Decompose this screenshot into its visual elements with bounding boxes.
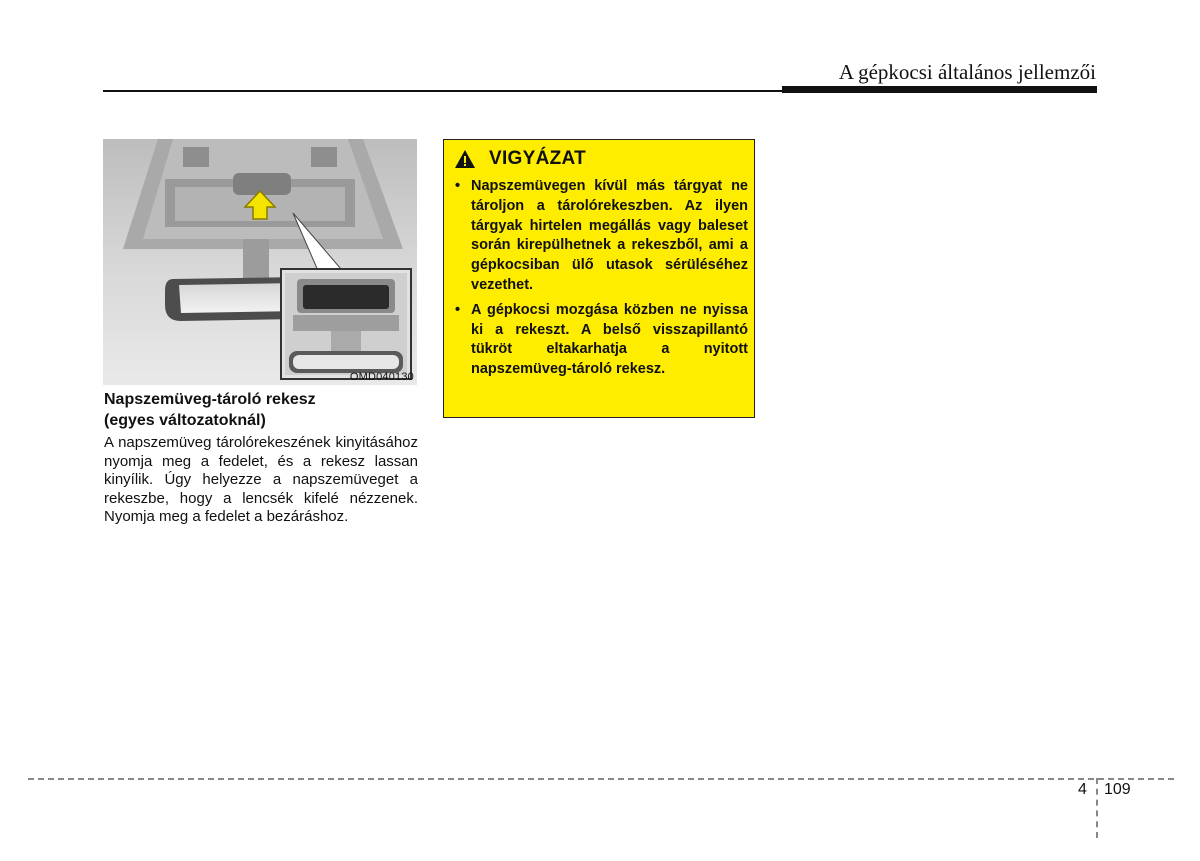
warning-triangle-icon xyxy=(454,149,476,169)
sunglass-holder-figure xyxy=(103,139,417,385)
bullet: • xyxy=(455,178,461,194)
warning-item-text: Napszemüvegen kívül más tárgyat ne tároljon a tárolórekeszben. Az ilyen tárgyak hirtelen megállás vagy baleset során kirepülhetnek a rekeszből, ami a gépkocsiban ülő utasok sérüléséhez vezethet. xyxy=(471,178,748,293)
footer-divider xyxy=(28,778,1174,780)
header-rule-accent xyxy=(782,86,1097,93)
section-body-text: A napszemüveg tárolórekeszének kinyitásához nyomja meg a fedelet, és a rekesz lassan kinyílik. Úgy helyezze a napszemüveget a rekeszbe, hogy a lencsék kifelé nézzenek. Nyomja meg a fedelet a bezáráshoz. xyxy=(104,434,418,526)
section-heading xyxy=(104,389,418,431)
warning-title-label: VIGYÁZAT xyxy=(489,148,587,169)
warning-item xyxy=(454,301,748,380)
warning-list xyxy=(454,177,748,385)
bullet: • xyxy=(455,301,461,318)
figure-code: OMD040130 xyxy=(349,371,414,383)
section-heading-line2: (egyes változatoknál) xyxy=(104,412,266,429)
section-heading-line1: Napszemüveg-tároló rekesz xyxy=(104,391,316,408)
page-number: 109 xyxy=(1104,781,1131,798)
page-chapter-number: 4 xyxy=(1078,781,1087,798)
footer-vertical-divider xyxy=(1096,778,1098,838)
page-header-title: A gépkocsi általános jellemzői xyxy=(838,60,1096,84)
warning-item-text: A gépkocsi mozgása közben ne nyissa ki a rekeszt. A belső visszapillantó tükröt eltakarhatja a nyitott napszemüveg-tároló rekesz. xyxy=(471,301,748,378)
warning-title xyxy=(454,148,586,170)
warning-box xyxy=(443,139,755,418)
warning-item xyxy=(454,177,748,296)
sunglass-holder-illustration xyxy=(103,139,417,385)
